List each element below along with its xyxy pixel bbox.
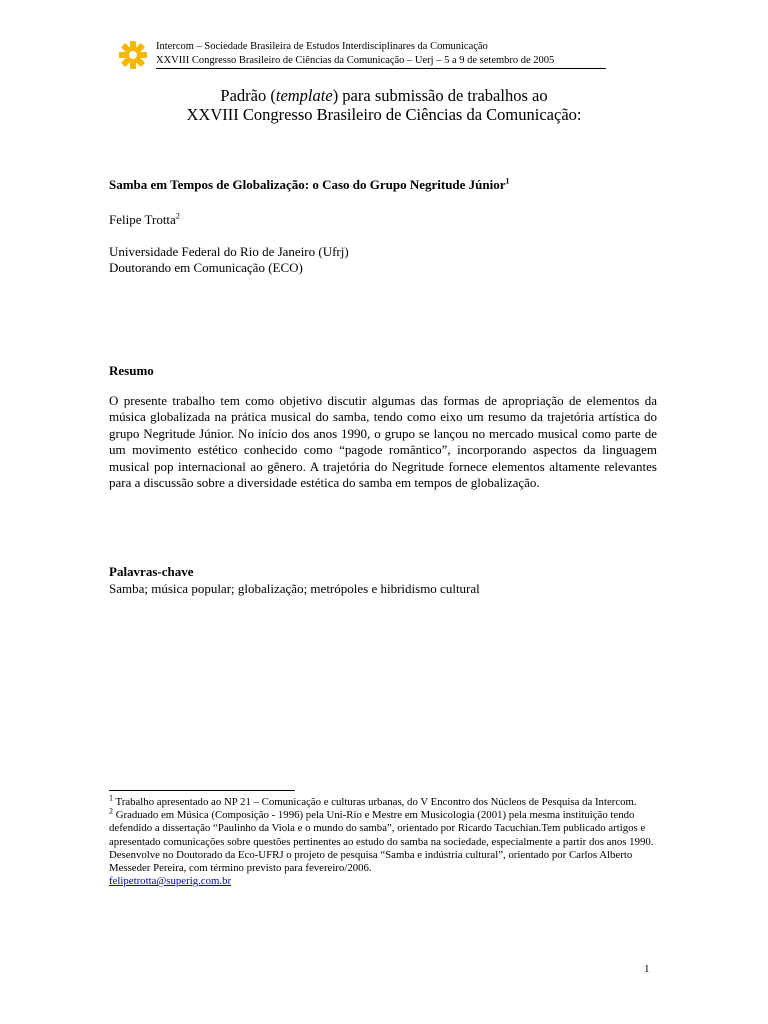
- paper-title-text: Samba em Tempos de Globalização: o Caso do Grupo Negritude Júnior: [109, 177, 506, 192]
- title-italic: template: [275, 86, 333, 105]
- affiliation-university: Universidade Federal do Rio de Janeiro (Ufrj): [109, 244, 349, 259]
- keywords-heading: Palavras-chave: [109, 564, 194, 579]
- paper-title: [109, 177, 657, 193]
- footnote-1-text: Trabalho apresentado ao NP 21 – Comunicação e culturas urbanas, do V Encontro dos Núcleos de Pesquisa da Intercom.: [113, 796, 637, 808]
- keywords-text: Samba; música popular; globalização; metrópoles e hibridismo cultural: [109, 581, 480, 596]
- author-name-text: Felipe Trotta: [109, 212, 176, 227]
- affiliation-program: Doutorando em Comunicação (ECO): [109, 260, 303, 276]
- title-post: ) para submissão de trabalhos ao: [332, 86, 548, 105]
- header-line-1: Intercom – Sociedade Brasileira de Estudos Interdisciplinares da Comunicação: [156, 41, 488, 52]
- footnote-2-mark: 2: [109, 806, 113, 816]
- footnote-1: [109, 793, 657, 809]
- abstract-text: O presente trabalho tem como objetivo discutir algumas das formas de apropriação de elementos da música globalizada na prática musical do samba, tendo como eixo um resumo da trajetória artística do grupo Negritude Júnior. No início dos anos 1990, o grupo se lançou no mercado musical como parte de um movimento estético conhecido como “pagode romântico”, incorporando aspectos da linguagem musical pop internacional ao gênero. A trajetória do Negritude fornece elementos altamente relevantes para a discussão sobre a diversidade estética do samba em tempos de globalização.: [109, 393, 657, 491]
- footnote-2-text: Graduado em Música (Composição - 1996) pela Uni-Rio e Mestre em Musicologia (2001) pela mesma instituição tendo defendido a dissertação “Paulinho da Viola e o mundo do samba”, orientado por Ricardo Tacuchian.Tem publicado artigos e apresentado comunicações sobre questões pertinentes ao estudo do samba na sociedade, especialmente a partir dos anos 1990. Desenvolve no Doutorado da Eco-UFRJ o projeto de pesquisa “Samba e indústria cultural”, orientado por Carlos Alberto Messeder Pereira, com término previsto para fevereiro/2006.: [109, 809, 654, 875]
- footnote-1-mark: 1: [109, 793, 113, 803]
- footnote-2: [109, 806, 657, 875]
- footnote-ref-1: 1: [505, 176, 510, 186]
- author-email-link[interactable]: felipetrotta@superig.com.br: [109, 875, 232, 888]
- abstract-heading: Resumo: [109, 363, 154, 378]
- affiliation: [109, 244, 657, 277]
- intercom-logo-icon: [114, 40, 152, 70]
- footnotes: [109, 793, 657, 888]
- author-email-line: [109, 875, 657, 888]
- template-title-line-2: XXVIII Congresso Brasileiro de Ciências da Comunicação:: [186, 105, 582, 124]
- header-rule: [156, 68, 606, 69]
- header-line-2: XXVIII Congresso Brasileiro de Ciências da Comunicação – Uerj – 5 a 9 de setembro de 2005: [156, 54, 555, 66]
- template-title: [0, 86, 768, 124]
- footnote-rule: [109, 790, 295, 791]
- title-pre: Padrão (: [220, 86, 276, 105]
- author-name: [109, 212, 657, 228]
- footnote-ref-2: 2: [175, 211, 180, 221]
- page-number: 1: [644, 963, 650, 975]
- template-title-line-1: [0, 86, 768, 105]
- header-text: [156, 40, 554, 67]
